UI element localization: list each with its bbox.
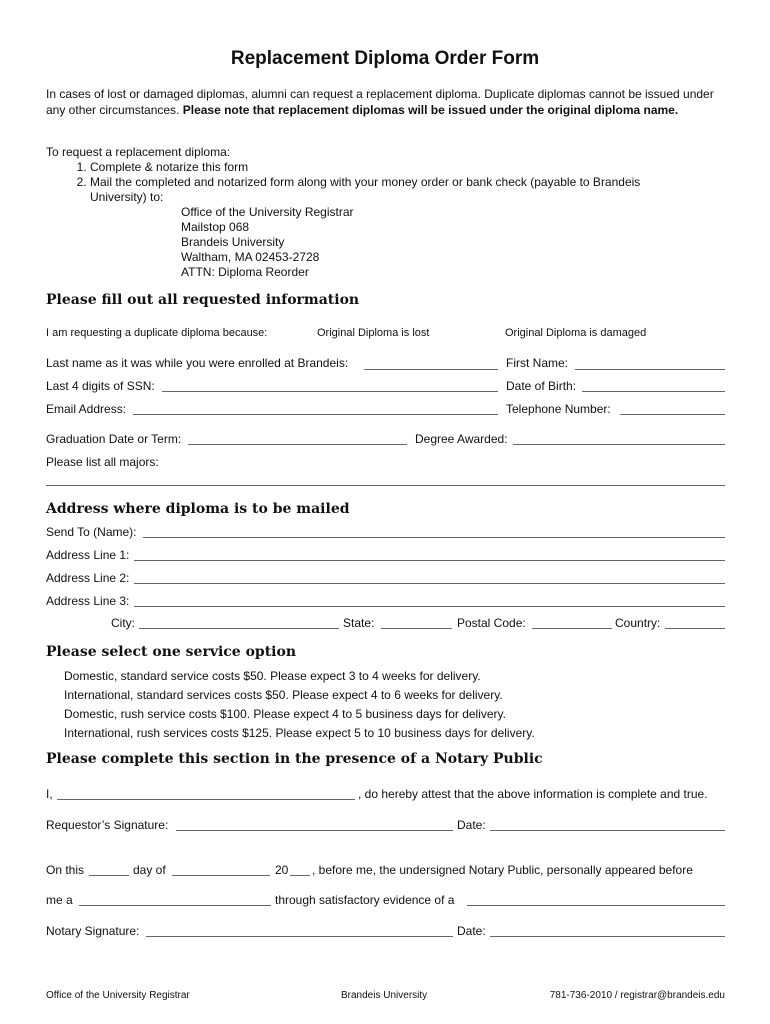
phone-field[interactable] <box>620 414 725 415</box>
service-option-international-rush[interactable]: International, rush services costs $125. Please expect 5 to 10 business days for delivery. <box>64 726 535 740</box>
request-heading: To request a replacement diploma: <box>46 145 231 159</box>
requestor-signature-field[interactable] <box>176 830 453 831</box>
attest-statement: , do hereby attest that the above information is complete and true. <box>358 787 708 801</box>
step-2: 2. Mail the completed and notarized form along with your money order or bank check (payable to Brandeis University) to: <box>90 175 686 205</box>
ssn-field[interactable] <box>162 391 498 392</box>
step-1: 1. Complete & notarize this form <box>90 160 686 175</box>
city-label: City: <box>111 616 135 630</box>
intro-text: In cases of lost or damaged diplomas, alumni can request a replacement diploma. Duplicate diplomas cannot be issued under any other circumstances. <box>46 87 714 117</box>
footer-contact: 781-736-2010 / registrar@brandeis.edu <box>549 990 725 1001</box>
requestor-date-field[interactable] <box>490 830 725 831</box>
state-field[interactable] <box>381 628 452 629</box>
service-option-domestic-rush[interactable]: Domestic, rush service costs $100. Please expect 4 to 5 business days for delivery. <box>64 707 506 721</box>
intro-paragraph <box>46 86 736 118</box>
notary-date-field[interactable] <box>490 936 725 937</box>
first-name-label: First Name: <box>506 356 569 370</box>
degree-label: Degree Awarded: <box>415 432 508 446</box>
address-line: Brandeis University <box>181 235 285 249</box>
mailing-address <box>181 205 354 280</box>
service-option-international-standard[interactable]: International, standard services costs $50. Please expect 4 to 6 weeks for delivery. <box>64 688 503 702</box>
address-line-3-field[interactable] <box>134 606 725 607</box>
service-options <box>64 667 535 743</box>
option-damaged[interactable]: Original Diploma is damaged <box>505 327 647 339</box>
country-label: Country: <box>615 616 661 630</box>
country-field[interactable] <box>665 628 725 629</box>
evidence-field[interactable] <box>467 905 725 906</box>
footer-university: Brandeis University <box>341 990 428 1001</box>
reason-label: I am requesting a duplicate diploma because: <box>46 327 268 339</box>
send-to-label: Send To (Name): <box>46 525 137 539</box>
day-field[interactable] <box>89 875 129 876</box>
first-name-field[interactable] <box>575 369 725 370</box>
footer-office: Office of the University Registrar <box>46 990 190 1001</box>
state-label: State: <box>343 616 375 630</box>
address-line-2-field[interactable] <box>134 583 725 584</box>
year-prefix: 20 <box>275 863 289 877</box>
attest-name-field[interactable] <box>57 799 355 800</box>
service-option-domestic-standard[interactable]: Domestic, standard service costs $50. Please expect 3 to 4 weeks for delivery. <box>64 669 481 683</box>
email-field[interactable] <box>133 414 498 415</box>
last-name-label: Last name as it was while you were enrolled at Brandeis: <box>46 356 349 370</box>
address-line: Office of the University Registrar <box>181 205 354 219</box>
ssn-label: Last 4 digits of SSN: <box>46 379 155 393</box>
page-title: Replacement Diploma Order Form <box>230 48 540 69</box>
address-line: ATTN: Diploma Reorder <box>181 265 309 279</box>
grad-date-field[interactable] <box>188 444 407 445</box>
requestor-signature-label: Requestor’s Signature: <box>46 818 169 832</box>
info-section-heading: Please fill out all requested information <box>46 292 360 308</box>
dob-label: Date of Birth: <box>506 379 577 393</box>
before-me-statement: , before me, the undersigned Notary Public, personally appeared before <box>312 863 693 877</box>
send-to-field[interactable] <box>143 537 725 538</box>
service-section-heading: Please select one service option <box>46 644 297 660</box>
email-label: Email Address: <box>46 402 127 416</box>
last-name-field[interactable] <box>364 369 498 370</box>
notary-section-heading: Please complete this section in the presence of a Notary Public <box>46 751 543 767</box>
address-line-3-label: Address Line 3: <box>46 594 130 608</box>
option-lost[interactable]: Original Diploma is lost <box>317 327 430 339</box>
address-line-2-label: Address Line 2: <box>46 571 130 585</box>
grad-date-label: Graduation Date or Term: <box>46 432 182 446</box>
me-a-label: me a <box>46 893 73 907</box>
request-steps <box>46 160 686 205</box>
day-of-label: day of <box>133 863 166 877</box>
attest-i-label: I, <box>46 787 53 801</box>
month-field[interactable] <box>172 875 270 876</box>
appeared-field[interactable] <box>79 905 271 906</box>
address-line-1-field[interactable] <box>134 560 725 561</box>
address-line: Waltham, MA 02453-2728 <box>181 250 320 264</box>
degree-field[interactable] <box>513 444 725 445</box>
phone-label: Telephone Number: <box>506 402 611 416</box>
on-this-label: On this <box>46 863 85 877</box>
notary-date-label: Date: <box>457 924 486 938</box>
majors-field[interactable] <box>46 485 725 486</box>
evidence-label: through satisfactory evidence of a <box>275 893 455 907</box>
notary-signature-label: Notary Signature: <box>46 924 140 938</box>
year-field[interactable] <box>290 875 310 876</box>
requestor-date-label: Date: <box>457 818 486 832</box>
postal-code-field[interactable] <box>532 628 612 629</box>
address-line-1-label: Address Line 1: <box>46 548 130 562</box>
majors-label: Please list all majors: <box>46 455 159 469</box>
notary-signature-field[interactable] <box>146 936 453 937</box>
dob-field[interactable] <box>582 391 725 392</box>
intro-bold-note: Please note that replacement diplomas will be issued under the original diploma name. <box>182 103 679 117</box>
postal-code-label: Postal Code: <box>457 616 526 630</box>
city-field[interactable] <box>139 628 339 629</box>
address-section-heading: Address where diploma is to be mailed <box>46 501 350 517</box>
address-line: Mailstop 068 <box>181 220 250 234</box>
